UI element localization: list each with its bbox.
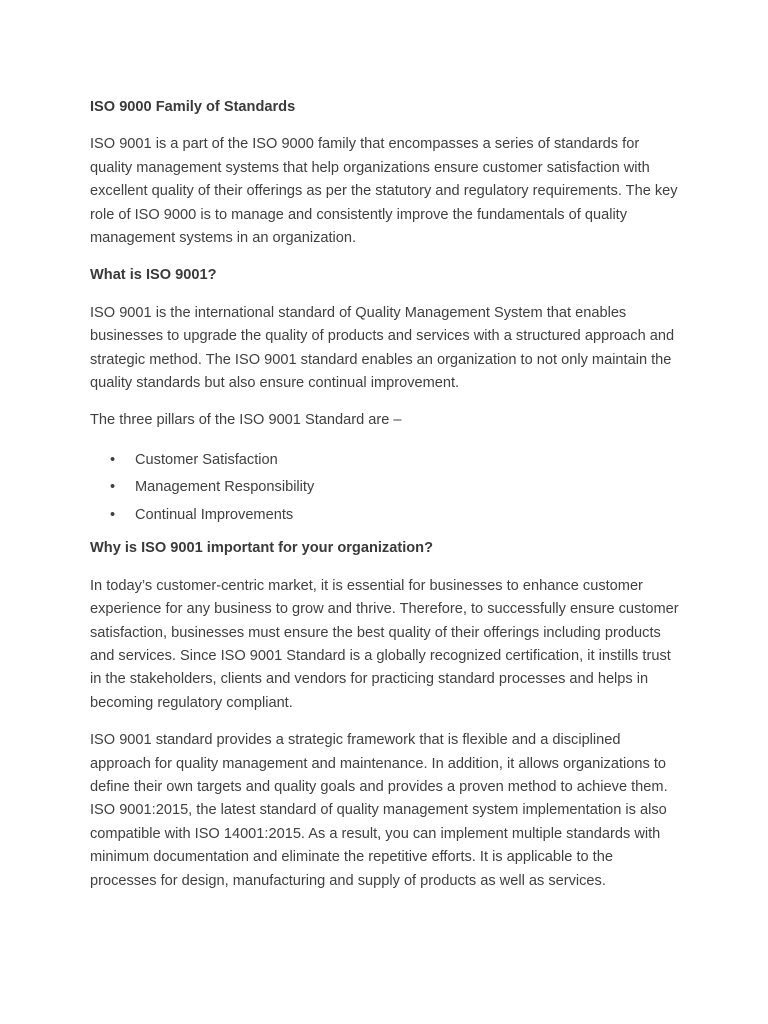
why-important-heading: Why is ISO 9001 important for your organization?: [90, 540, 433, 557]
list-item: [90, 447, 682, 475]
document-page: [90, 96, 682, 907]
intro-paragraph: ISO 9001 is a part of the ISO 9000 family that encompasses a series of standards for quality management systems that help organizations ensure customer satisfaction with excellent quality of their offerings as per the statutory and regulatory requirements. The key role of ISO 9000 is to manage and consistently improve the fundamentals of quality management systems in an organization.: [90, 136, 678, 247]
what-is-paragraph: ISO 9001 is the international standard of Quality Management System that enables businesses to upgrade the quality of products and services with a structured approach and strategic method. The ISO 9001 standard enables an organization to not only maintain the quality standards but also ensure continual improvement.: [90, 304, 675, 392]
pillars-intro: The three pillars of the ISO 9001 Standard are –: [90, 412, 402, 429]
list-item-label: Continual Improvements: [135, 506, 294, 523]
bullet-icon: •: [110, 479, 116, 496]
bullet-icon: •: [110, 451, 116, 468]
list-item-label: Management Responsibility: [135, 479, 315, 496]
why-paragraph-1: In today’s customer-centric market, it is essential for businesses to enhance customer experience for any business to grow and thrive. Therefore, to successfully ensure customer satisfaction, businesses must ensure the best quality of their offerings including products and services. Since ISO 9001 Standard is a globally recognized certification, it instills trust in the stakeholders, clients and vendors for practicing standard processes and helps in becoming regulatory compliant.: [90, 577, 679, 711]
pillars-list: [90, 447, 682, 530]
why-paragraph-2: ISO 9001 standard provides a strategic framework that is flexible and a disciplined approach for quality management and maintenance. In addition, it allows organizations to define their own targets and quality goals and provides a proven method to achieve them. ISO 9001:2015, the latest standard of quality management system implementation is also compatible with ISO 14001:2015. As a result, you can implement multiple standards with minimum documentation and eliminate the repetitive efforts. It is applicable to the processes for design, manufacturing and supply of products as well as services.: [90, 732, 668, 889]
what-is-heading: What is ISO 9001?: [90, 267, 217, 284]
list-item: [90, 502, 682, 530]
bullet-icon: •: [110, 506, 116, 523]
document-title: ISO 9000 Family of Standards: [90, 99, 296, 115]
list-item-label: Customer Satisfaction: [135, 451, 278, 468]
list-item: [90, 474, 682, 502]
